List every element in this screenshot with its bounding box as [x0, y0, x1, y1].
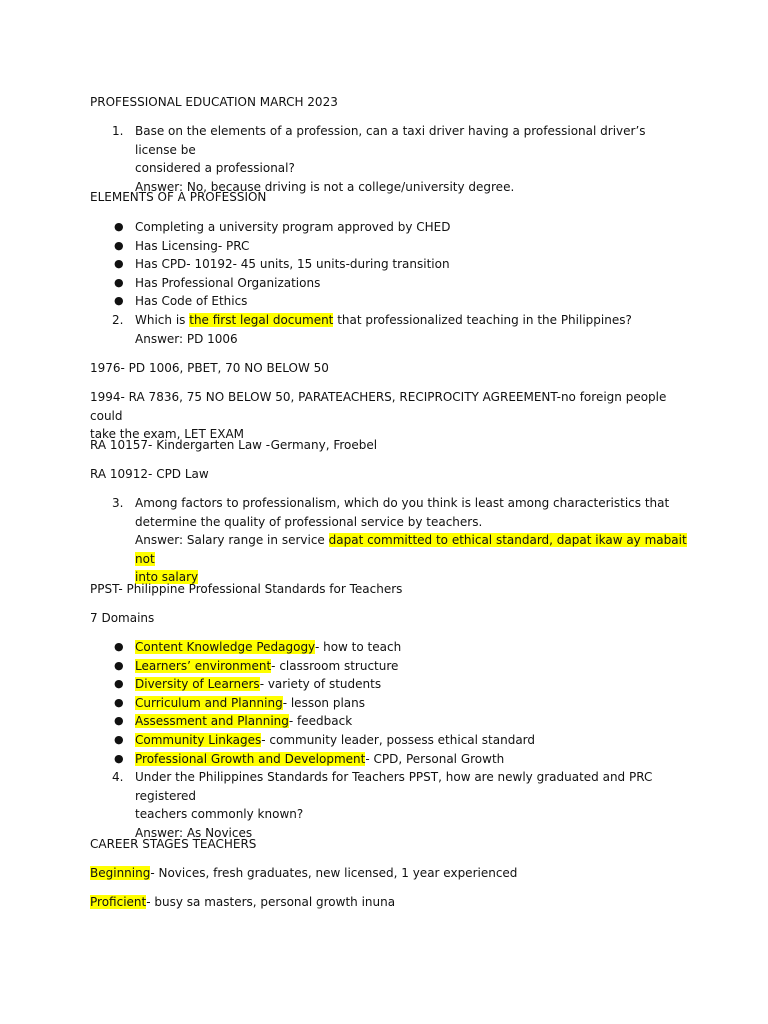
ppst-line: PPST- Philippine Professional Standards for Teachers	[90, 582, 403, 596]
question-1	[90, 122, 690, 196]
paragraph-1994: 1994- RA 7836, 75 NO BELOW 50, PARATEACHERS, RECIPROCITY AGREEMENT-no foreign people could take the exam, LET EXAM	[90, 390, 667, 442]
bullet-icon: ●	[114, 714, 124, 728]
list-item: ● Curriculum and Planning- lesson plans	[90, 694, 690, 713]
highlight: Learners’ environment	[135, 658, 272, 673]
list-item: ● Has Code of Ethics	[90, 292, 690, 311]
list-item: ● Has Licensing- PRC	[90, 237, 690, 256]
question-1-line-1: Base on the elements of a profession, can a taxi driver having a professional driver’s license be	[135, 124, 646, 157]
question-1-line-2: considered a professional?	[135, 161, 295, 176]
list-item: ● Learners’ environment- classroom structure	[90, 657, 690, 676]
bullet-icon: ●	[114, 275, 124, 289]
list-item: ● Has CPD- 10192- 45 units, 15 units-during transition	[90, 255, 690, 274]
list-number: 3.	[112, 496, 124, 510]
question-4	[90, 768, 690, 842]
list-number: 1.	[112, 124, 124, 138]
highlight: Assessment and Planning	[135, 714, 289, 729]
highlight: Diversity of Learners	[135, 677, 260, 692]
question-2-answer: Answer: PD 1006	[135, 331, 238, 346]
highlight: Community Linkages	[135, 733, 262, 747]
highlight: dapat committed to ethical standard, dapat ikaw ay mabait not	[135, 533, 687, 566]
stage-proficient: Proficient- busy sa masters, personal growth inuna	[90, 895, 396, 909]
list-item: ● Has Professional Organizations	[90, 274, 690, 293]
question-3-line-1: Among factors to professionalism, which do you think is least among characteristics that	[135, 496, 670, 510]
bullet-icon: ●	[114, 695, 124, 709]
bullet-icon: ●	[114, 733, 124, 746]
question-2-text: Which is the first legal document that professionalized teaching in the Philippines?	[135, 313, 632, 327]
list-item: ● Professional Growth and Development- CPD, Personal Growth	[90, 750, 690, 769]
highlight: Curriculum and Planning	[135, 695, 283, 710]
bullet-icon: ●	[114, 294, 124, 308]
question-3	[90, 494, 690, 587]
stage-beginning: Beginning- Novices, fresh graduates, new licensed, 1 year experienced	[90, 866, 518, 880]
list-item: ● Completing a university program approved by CHED	[90, 218, 690, 237]
list-number: 2.	[112, 313, 124, 327]
section-heading-elements: ELEMENTS OF A PROFESSION	[90, 190, 267, 204]
document-title: PROFESSIONAL EDUCATION MARCH 2023	[90, 95, 338, 109]
question-1-answer: Answer: No, because driving is not a college/university degree.	[135, 179, 515, 194]
bullet-icon: ●	[114, 677, 124, 691]
question-4-line-1: Under the Philippines Standards for Teachers PPST, how are newly graduated and PRC registered	[135, 770, 653, 803]
domains-heading: 7 Domains	[90, 611, 155, 625]
line-ra10157: RA 10157- Kindergarten Law -Germany, Froebel	[90, 438, 378, 452]
question-2	[90, 311, 690, 348]
list-item: ● Content Knowledge Pedagogy- how to teach	[90, 638, 690, 657]
line-1976: 1976- PD 1006, PBET, 70 NO BELOW 50	[90, 361, 329, 375]
list-number: 4.	[112, 770, 124, 785]
question-4-answer: Answer: As Novices	[135, 825, 253, 840]
list-item: ● Assessment and Planning- feedback	[90, 712, 690, 731]
highlight: the first legal document	[189, 313, 334, 327]
question-4-line-2: teachers commonly known?	[135, 807, 304, 822]
highlight: Content Knowledge Pedagogy	[135, 640, 315, 654]
question-3-answer: Answer: Salary range in service dapat committed to ethical standard, dapat ikaw ay mabait not	[135, 533, 687, 566]
career-heading: CAREER STAGES TEACHERS	[90, 837, 257, 851]
line-ra10912: RA 10912- CPD Law	[90, 467, 209, 481]
highlight: Professional Growth and Development	[135, 751, 366, 766]
bullet-icon: ●	[114, 220, 124, 233]
list-item: ● Diversity of Learners- variety of students	[90, 675, 690, 694]
bullet-icon: ●	[114, 640, 124, 653]
bullet-icon: ●	[114, 751, 124, 765]
highlight: Beginning	[90, 866, 151, 880]
bullet-icon: ●	[114, 658, 124, 672]
bullet-icon: ●	[114, 257, 124, 271]
list-item: ● Community Linkages- community leader, possess ethical standard	[90, 731, 690, 750]
bullet-icon: ●	[114, 238, 124, 252]
question-3-line-2: determine the quality of professional service by teachers.	[135, 514, 483, 529]
highlight: Proficient	[90, 895, 147, 909]
highlight: into salary	[135, 570, 199, 585]
